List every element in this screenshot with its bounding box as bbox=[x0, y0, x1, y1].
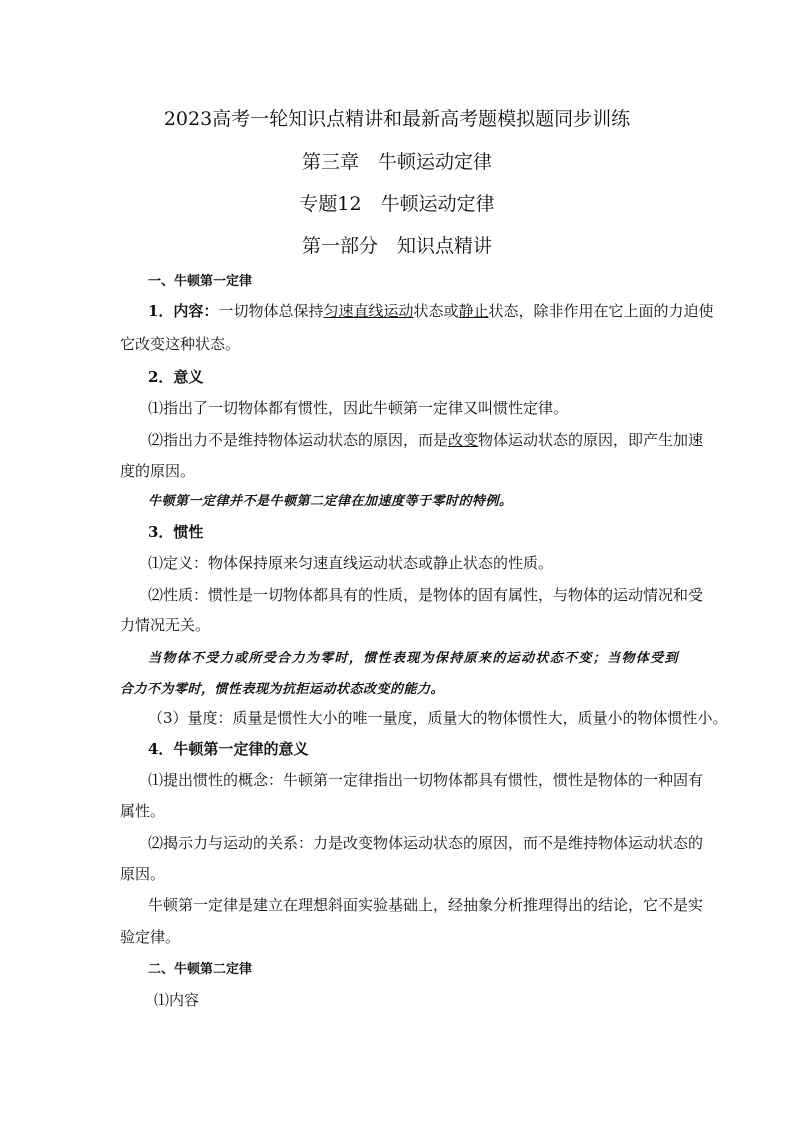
note-1: 牛顿第一定律并不是牛顿第二定律在加速度等于零时的特例。 bbox=[148, 494, 513, 509]
significance-item-2-line1: ⑵揭示力与运动的关系：力是改变物体运动状态的原因，而不是维持物体运动状态的 bbox=[148, 834, 704, 852]
meaning-item-1: ⑴指出了一切物体都有惯性，因此牛顿第一定律又叫惯性定律。 bbox=[148, 399, 569, 417]
content-text-a: 一切物体总保持 bbox=[218, 302, 324, 320]
section-heading-2: 二、牛顿第二定律 bbox=[148, 962, 253, 977]
inertia-measure: （3）量度：质量是惯性大小的唯一量度，质量大的物体惯性大，质量小的物体惯性小。 bbox=[148, 709, 728, 727]
significance-item-1-line1: ⑴提出惯性的概念：牛顿第一定律指出一切物体都具有惯性，惯性是物体的一种固有 bbox=[148, 771, 704, 789]
inertia-property-line2: 力情况无关。 bbox=[120, 616, 211, 634]
meaning-item-2 bbox=[148, 429, 703, 450]
conclusion-line1: 牛顿第一定律是建立在理想斜面实验基础上，经抽象分析推理得出的结论，它不是实 bbox=[148, 896, 704, 914]
chapter-title: 第三章 牛顿运动定律 bbox=[301, 151, 492, 173]
content-text-c: 状态，除非作用在它上面的力迫使 bbox=[488, 302, 714, 320]
meaning-label: 2．意义 bbox=[148, 368, 204, 386]
content-line-1 bbox=[148, 300, 714, 321]
inertia-definition: ⑴定义：物体保持原来匀速直线运动状态或静止状态的性质。 bbox=[148, 554, 554, 572]
content-line-2: 它改变这种状态。 bbox=[120, 335, 241, 353]
significance-item-1-line2: 属性。 bbox=[120, 802, 166, 820]
document-title: 2023高考一轮知识点精讲和最新高考题模拟题同步训练 bbox=[163, 108, 631, 130]
section-heading-1: 一、牛顿第一定律 bbox=[148, 274, 253, 289]
second-law-content-label: ⑴内容 bbox=[154, 991, 200, 1009]
meaning-item-2-text-b: 物体运动状态的原因，即产生加速 bbox=[478, 431, 704, 449]
meaning-item-2-text-a: ⑵指出力不是维持物体运动状态的原因，而是 bbox=[148, 431, 449, 449]
note-2-line1: 当物体不受力或所受合力为零时，惯性表现为保持原来的运动状态不变；当物体受到 bbox=[148, 651, 678, 666]
underlined-term-rest: 静止 bbox=[458, 302, 489, 320]
inertia-property-line1: ⑵性质：惯性是一切物体都具有的性质，是物体的固有属性，与物体的运动情况和受 bbox=[148, 586, 704, 604]
note-2-line2: 合力不为零时，惯性表现为抗拒运动状态改变的能力。 bbox=[120, 682, 445, 697]
content-label: 1．内容： bbox=[148, 302, 219, 320]
underlined-term-uniform-motion: 匀速直线运动 bbox=[323, 302, 414, 320]
conclusion-line2: 验定律。 bbox=[120, 928, 181, 946]
meaning-item-2-line2: 度的原因。 bbox=[120, 462, 196, 480]
content-text-b: 状态或 bbox=[413, 302, 459, 320]
significance-item-2-line2: 原因。 bbox=[120, 865, 166, 883]
part-title: 第一部分 知识点精讲 bbox=[301, 235, 492, 257]
inertia-label: 3．惯性 bbox=[148, 523, 204, 541]
significance-label: 4．牛顿第一定律的意义 bbox=[148, 740, 309, 758]
topic-title: 专题12 牛顿运动定律 bbox=[299, 193, 495, 215]
underlined-term-change: 改变 bbox=[448, 431, 479, 449]
